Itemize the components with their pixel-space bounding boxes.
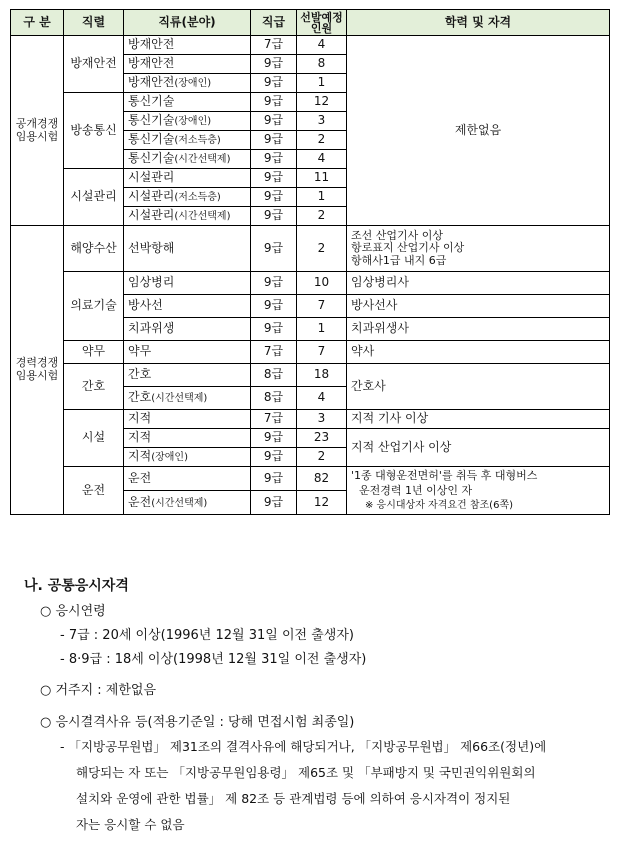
series-cell: 방재안전 <box>64 36 124 93</box>
field-cell: 운전 <box>124 467 251 491</box>
grade-cell: 9급 <box>251 491 297 515</box>
disqualification-line-2: 해당되는 자 또는 「지방공무원임용령」 제65조 및 「부패방지 및 국민권익위원회의 <box>76 765 536 780</box>
count-cell: 82 <box>297 467 347 491</box>
grade-cell: 7급 <box>251 36 297 55</box>
qual-driving-line2: 운전경력 1년 이상인 자 <box>359 483 473 497</box>
category-open: 공개경쟁 임용시험 <box>11 36 64 226</box>
category-career: 경력경쟁 임용시험 <box>11 226 64 515</box>
qualification-cell: 방사선사 <box>347 295 610 318</box>
residence-line: ○ 거주지 : 제한없음 <box>40 683 157 698</box>
count-cell: 7 <box>297 341 347 364</box>
grade-cell: 9급 <box>251 207 297 226</box>
field-cell: 통신기술 <box>124 93 251 112</box>
disqualification-line-4: 자는 응시할 수 없음 <box>76 817 185 832</box>
count-cell: 3 <box>297 112 347 131</box>
count-cell: 1 <box>297 318 347 341</box>
series-cell: 방송통신 <box>64 93 124 169</box>
section-title: 나. 공통응시자격 <box>24 578 129 594</box>
count-cell: 23 <box>297 429 347 448</box>
grade-cell: 9급 <box>251 272 297 295</box>
grade-cell: 9급 <box>251 112 297 131</box>
qualification-cell: 조선 산업기사 이상 항로표지 산업기사 이상 항해사1급 내지 6급 <box>347 226 610 272</box>
series-cell: 시설관리 <box>64 169 124 226</box>
count-cell: 8 <box>297 55 347 74</box>
count-cell: 3 <box>297 410 347 429</box>
count-cell: 11 <box>297 169 347 188</box>
field-cell: 간호 <box>124 364 251 387</box>
qualification-open: 제한없음 <box>347 36 610 226</box>
age-7-grade: - 7급 : 20세 이상(1996년 12월 31일 이전 출생자) <box>60 628 354 643</box>
count-cell: 1 <box>297 74 347 93</box>
qualification-cell: 임상병리사 <box>347 272 610 295</box>
series-cell: 운전 <box>64 467 124 515</box>
count-cell: 12 <box>297 491 347 515</box>
header-count: 선발예정 인원 <box>297 10 347 36</box>
field-cell: 운전(시간선택제) <box>124 491 251 515</box>
count-cell: 2 <box>297 207 347 226</box>
disqualification-line-3: 설치와 운영에 관한 법률」 제 82조 등 관계법령 등에 의하여 응시자격이 정지된 <box>76 791 511 806</box>
count-cell: 4 <box>297 387 347 410</box>
grade-cell: 9급 <box>251 318 297 341</box>
count-cell: 10 <box>297 272 347 295</box>
grade-cell: 9급 <box>251 93 297 112</box>
series-cell: 해양수산 <box>64 226 124 272</box>
grade-cell: 9급 <box>251 226 297 272</box>
field-cell: 통신기술(시간선택제) <box>124 150 251 169</box>
field-cell: 지적(장애인) <box>124 448 251 467</box>
count-cell: 4 <box>297 150 347 169</box>
field-cell: 방재안전 <box>124 55 251 74</box>
qualification-cell: 치과위생사 <box>347 318 610 341</box>
field-cell: 지적 <box>124 429 251 448</box>
count-cell: 7 <box>297 295 347 318</box>
count-cell: 2 <box>297 131 347 150</box>
disqualification-line-1: - 「지방공무원법」 제31조의 결격사유에 해당되거나, 「지방공무원법」 제66조(정년)에 <box>60 739 547 754</box>
count-cell: 2 <box>297 226 347 272</box>
series-cell: 시설 <box>64 410 124 467</box>
qual-driving-note: ※ 응시대상자 자격요건 참조(6쪽) <box>365 499 513 511</box>
field-cell: 통신기술(저소득층) <box>124 131 251 150</box>
grade-cell: 9급 <box>251 150 297 169</box>
grade-cell: 7급 <box>251 410 297 429</box>
qualification-cell: 약사 <box>347 341 610 364</box>
field-cell: 시설관리(저소득층) <box>124 188 251 207</box>
grade-cell: 9급 <box>251 74 297 93</box>
header-series: 직렬 <box>64 10 124 36</box>
field-cell: 선박항해 <box>124 226 251 272</box>
field-cell: 시설관리 <box>124 169 251 188</box>
count-cell: 12 <box>297 93 347 112</box>
field-cell: 약무 <box>124 341 251 364</box>
header-field: 직류(분야) <box>124 10 251 36</box>
count-cell: 18 <box>297 364 347 387</box>
age-heading: ○ 응시연령 <box>40 604 106 619</box>
qualification-cell: 간호사 <box>347 364 610 410</box>
count-cell: 2 <box>297 448 347 467</box>
grade-cell: 8급 <box>251 387 297 410</box>
qual-driving-line1: '1종 대형운전면허'를 취득 후 대형버스 <box>351 468 538 482</box>
grade-cell: 9급 <box>251 169 297 188</box>
header-qualification: 학력 및 자격 <box>347 10 610 36</box>
field-cell: 치과위생 <box>124 318 251 341</box>
series-cell: 의료기술 <box>64 272 124 341</box>
count-cell: 1 <box>297 188 347 207</box>
grade-cell: 7급 <box>251 341 297 364</box>
series-cell: 간호 <box>64 364 124 410</box>
field-cell: 방재안전 <box>124 36 251 55</box>
field-cell: 임상병리 <box>124 272 251 295</box>
grade-cell: 9급 <box>251 131 297 150</box>
grade-cell: 8급 <box>251 364 297 387</box>
field-cell: 방사선 <box>124 295 251 318</box>
disqualification-heading: ○ 응시결격사유 등(적용기준일 : 당해 면접시험 최종일) <box>40 715 355 730</box>
grade-cell: 9급 <box>251 295 297 318</box>
qualification-cell: 지적 산업기사 이상 <box>347 429 610 467</box>
field-cell: 시설관리(시간선택제) <box>124 207 251 226</box>
field-cell: 방재안전(장애인) <box>124 74 251 93</box>
header-grade: 직급 <box>251 10 297 36</box>
grade-cell: 9급 <box>251 55 297 74</box>
header-category: 구 분 <box>11 10 64 36</box>
field-cell: 지적 <box>124 410 251 429</box>
grade-cell: 9급 <box>251 448 297 467</box>
age-89-grade: - 8·9급 : 18세 이상(1998년 12월 31일 이전 출생자) <box>60 652 367 667</box>
qualification-cell: 지적 기사 이상 <box>347 410 610 429</box>
field-cell: 간호(시간선택제) <box>124 387 251 410</box>
grade-cell: 9급 <box>251 467 297 491</box>
series-cell: 약무 <box>64 341 124 364</box>
grade-cell: 9급 <box>251 188 297 207</box>
count-cell: 4 <box>297 36 347 55</box>
grade-cell: 9급 <box>251 429 297 448</box>
field-cell: 통신기술(장애인) <box>124 112 251 131</box>
